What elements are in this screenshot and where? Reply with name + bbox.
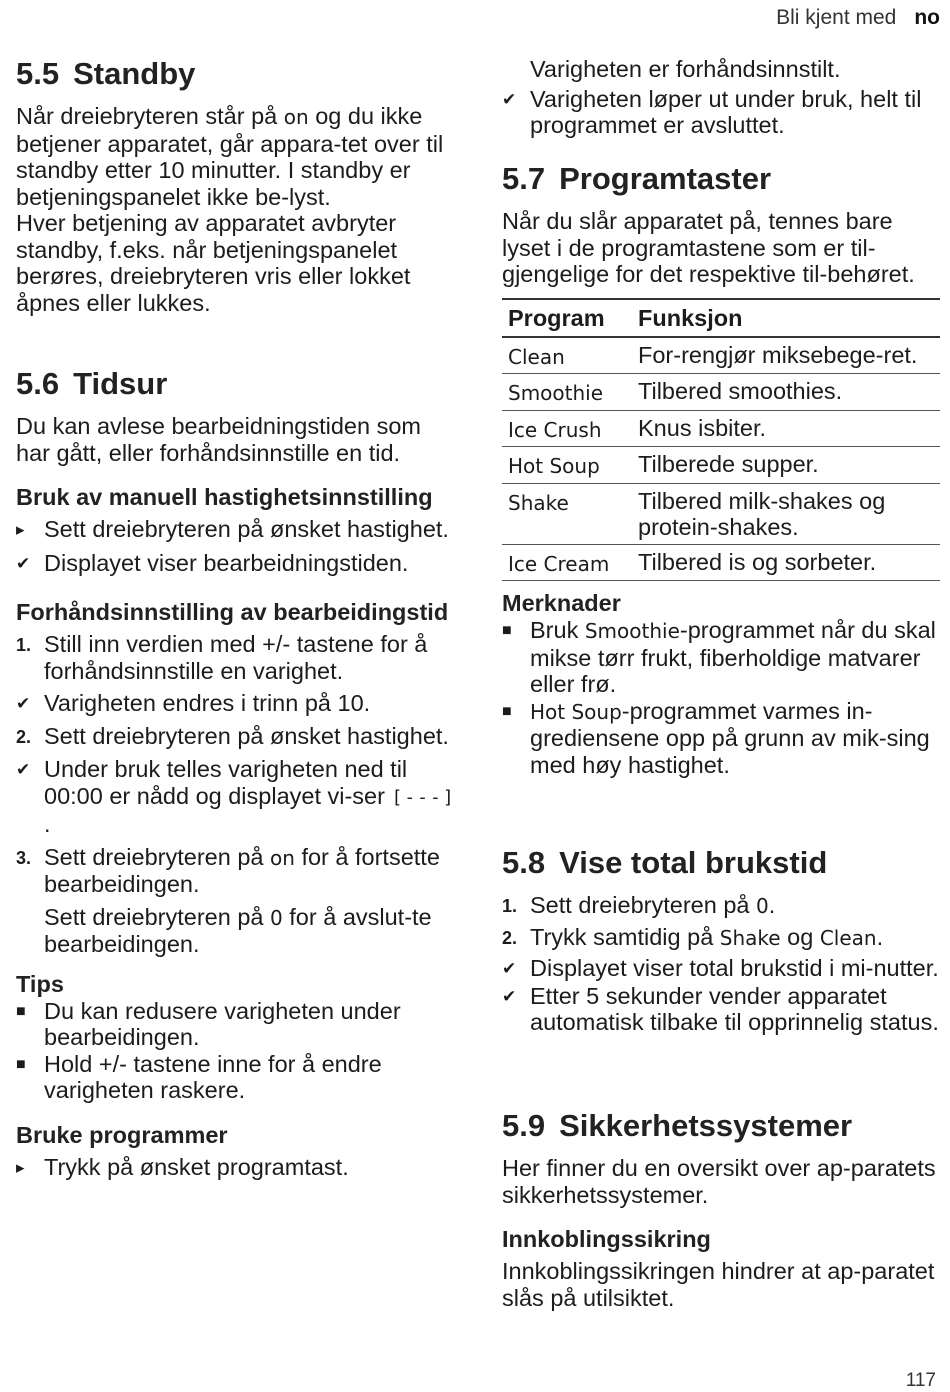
note-item [502,698,940,779]
square-bullet-icon: ■ [502,702,512,720]
section-number: 5.8 [502,845,546,880]
square-bullet-icon: ■ [16,1002,26,1020]
text: Displayet viser bearbeidningstiden. [44,549,409,576]
program-function: Tilbered milk-shakes og protein-shakes. [632,483,940,544]
result-step [16,550,456,577]
subheading: Bruk av manuell hastighetsinnstilling [16,484,433,510]
square-bullet-icon: ■ [502,622,512,639]
notes-heading: Merknader [502,590,621,616]
program-function: Tilbered is og sorbeter. [632,544,940,581]
running-header [776,6,940,30]
section-title: Tidsur [73,366,168,401]
result-step [502,955,940,982]
program-function: For-rengjør miksebege-ret. [632,337,940,374]
check-icon: ✔ [502,959,517,978]
section-title: Vise total brukstid [559,845,828,880]
text: Sett dreiebryteren på [530,892,756,918]
section-number: 5.6 [16,366,60,401]
program-name: Ice Crush [502,410,632,447]
text: og [780,923,820,950]
section-5-7 [502,161,940,778]
table-row [502,447,940,484]
instruction-step [16,516,456,543]
page-number: 117 [905,1370,936,1391]
result-step [16,690,456,717]
tip-item [16,1051,456,1104]
control-label: on [270,845,295,870]
section-number: 5.9 [502,1108,546,1143]
check-icon: ✔ [502,986,517,1006]
program-name: Shake [502,483,632,544]
table-row [502,410,940,447]
table-header-row [502,299,940,337]
program-name: Smoothie [502,374,632,411]
text: for å avslut-te bearbeidingen. [44,903,432,957]
text: Varigheten er forhåndsinnstilt. [530,56,841,82]
text: Hold +/- tastene inne for å endre varigheten raskere. [44,1050,382,1103]
subheading: Bruke programmer [16,1121,228,1148]
step-number: 2. [502,927,518,948]
paragraph: Innkoblingssikringen hindrer at ap-paratet slås på utilsiktet. [502,1258,935,1311]
display-segments-icon: [---] [391,786,456,808]
text: Du kan redusere varigheten under bearbeidingen. [44,997,401,1050]
table-header: Program [502,299,632,337]
program-name: Ice Cream [502,544,632,581]
subheading: Forhåndsinnstilling av bearbeidingstid [16,599,449,625]
section-heading [502,161,940,197]
control-label: 0 [756,894,769,918]
tips-heading: Tips [16,970,64,997]
section-heading [502,845,940,881]
program-name: Hot Soup [502,447,632,484]
tip-item [16,998,456,1051]
check-icon: ✔ [16,553,31,573]
step-number: 1. [502,896,518,916]
text: Sett dreiebryteren på [44,843,270,870]
section-title: Programtaster [559,161,772,196]
square-bullet-icon: ■ [16,1055,26,1073]
text: Varigheten løper ut under bruk, helt til programmet er avsluttet. [530,85,922,138]
check-icon: ✔ [16,694,31,713]
triangle-bullet-icon: ▸ [16,520,25,539]
section-5-6-continued [502,56,940,139]
text: for å fortsette bearbeidingen. [44,843,440,897]
text: . [44,811,51,837]
table-row [502,337,940,374]
step-number: 1. [16,635,32,655]
text: Sett dreiebryteren på ønsket hastighet. [44,722,449,749]
text: og du ikke betjener apparatet, går appara-tet over til standby etter 10 minutter. I standby er betjeningspanelet ikke be-lyst. [16,103,444,210]
text: . [876,923,884,950]
paragraph: Når du slår apparatet på, tennes bare lyset i de programtastene som er til-gjengelige for det respektive til-behøret. [502,208,915,287]
text: -programmet når du skal mikse tørr frukt, fiberholdige matvarer eller frø. [530,617,936,697]
text: Når dreiebryteren står på [16,103,284,129]
text: Still inn verdien med +/- tastene for å forhåndsinnstille en varighet. [44,631,428,684]
program-function: Tilbered smoothies. [632,374,940,411]
section-heading [16,56,456,92]
text: Trykk på ønsket programtast. [44,1153,349,1180]
table-row [502,483,940,544]
check-icon: ✔ [16,760,31,779]
result-step [502,983,940,1036]
step-number: 3. [16,847,32,868]
paragraph [16,103,456,210]
section-number: 5.5 [16,56,60,91]
program-table [502,298,940,582]
table-header: Funksjon [632,299,940,337]
section-title: Standby [73,56,196,91]
text: Varigheten endres i trinn på 10. [44,690,371,716]
instruction-step [16,1154,456,1181]
paragraph: Her finner du en oversikt over ap-paratets sikkerhetssystemer. [502,1155,936,1208]
section-heading [16,366,456,402]
table-row [502,374,940,411]
header-title: Bli kjent med [776,6,897,29]
step-continuation [16,904,456,958]
paragraph: Du kan avlese bearbeidningstiden som har gått, eller forhåndsinnstille en tid. [16,413,421,466]
program-function: Tilberede supper. [632,447,940,484]
control-label: 0 [270,905,283,930]
text: Trykk samtidig på [530,923,720,950]
text: Bruk [530,617,585,643]
section-heading [502,1108,940,1144]
program-name: Clean [502,337,632,374]
text: Sett dreiebryteren på ønsket hastighet. [44,516,449,542]
text: Etter 5 sekunder vender apparatet automatisk tilbake til opprinnelig status. [530,982,939,1035]
step-continuation [502,56,940,83]
control-label: on [283,105,309,129]
triangle-bullet-icon: ▸ [16,1157,25,1177]
result-step [502,86,940,139]
paragraph: Hver betjening av apparatet avbryter standby, f.eks. når betjeningspanelet berøres, dreiebryteren vris eller lokket åpnes eller lukkes. [16,210,411,316]
numbered-step [502,892,940,920]
section-number: 5.7 [502,161,546,196]
text: Sett dreiebryteren på [44,903,270,930]
numbered-step [16,631,456,684]
section-5-8 [502,845,940,1036]
subheading: Innkoblingssikring [502,1226,711,1252]
numbered-step [502,924,940,952]
table-row [502,544,940,581]
control-label: Smoothie [584,619,680,643]
control-label: Hot Soup [530,699,622,724]
check-icon: ✔ [502,89,517,109]
section-5-5 [16,56,456,316]
header-language: no [914,6,940,29]
section-5-6 [16,366,456,1180]
program-function: Knus isbiter. [632,410,940,447]
section-title: Sikkerhetssystemer [559,1108,853,1143]
numbered-step [16,723,456,750]
section-5-9 [502,1108,940,1311]
control-label: Clean [819,925,877,950]
step-number: 2. [16,726,32,747]
note-item [502,617,940,698]
result-step [16,756,456,838]
text: Under bruk telles varigheten ned til 00:00 er nådd og displayet vi-ser [44,756,408,809]
text: -programmet varmes in-grediensene opp på grunn av mik-sing med høy hastighet. [530,697,930,778]
numbered-step [16,844,456,898]
control-label: Shake [719,925,781,950]
text: . [768,892,776,918]
text: Displayet viser total brukstid i mi-nutter. [530,955,939,981]
